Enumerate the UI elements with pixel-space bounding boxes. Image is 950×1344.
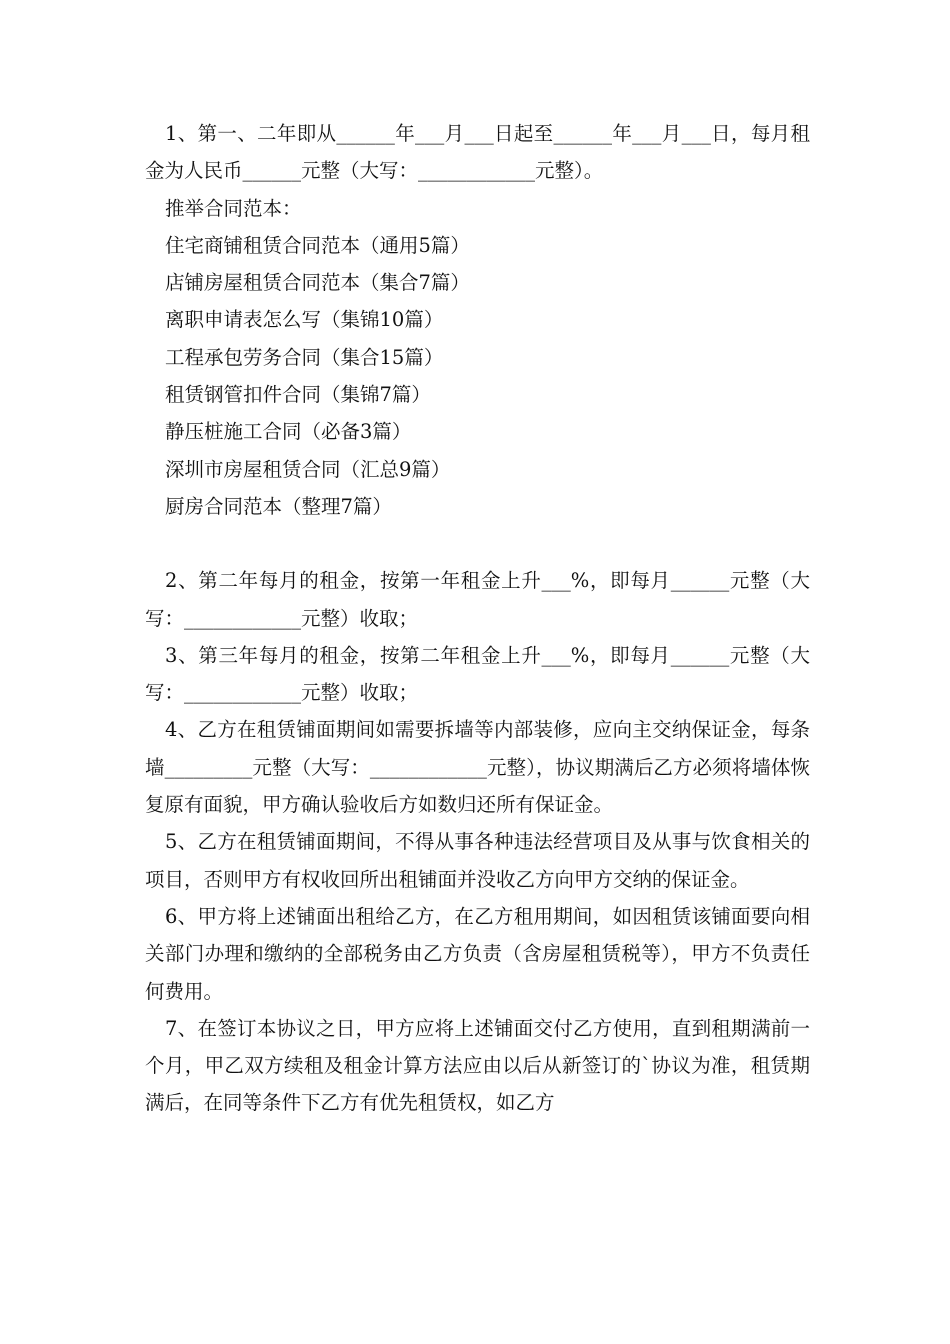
recommend-link[interactable]: 店铺房屋租赁合同范本（集合7篇） bbox=[165, 271, 470, 295]
clause-3-third-year-rent: 3、第三年每月的租金，按第二年租金上升___%，即每月______元整（大写：____________元整）收取； bbox=[145, 643, 810, 705]
clause-1-rent-term: 1、第一、二年即从______年___月___日起至______年___月___日，每月租金为人民币______元整（大写：____________元整）。 bbox=[145, 122, 810, 183]
recommend-link[interactable]: 离职申请表怎么写（集锦10篇） bbox=[165, 308, 444, 332]
recommend-link[interactable]: 住宅商铺租赁合同范本（通用5篇） bbox=[165, 233, 470, 257]
recommend-heading: 推举合同范本： bbox=[165, 196, 302, 220]
clause-4-renovation-deposit: 4、乙方在租赁铺面期间如需要拆墙等内部装修，应向主交纳保证金，每条墙_________元整（大写：____________元整），协议期满后乙方必须将墙体恢复原有面貌，甲方确认验收后方如数归还所有保证金。 bbox=[145, 718, 810, 817]
document-body bbox=[145, 115, 810, 1122]
recommend-link[interactable]: 深圳市房屋租赁合同（汇总9篇） bbox=[165, 457, 451, 481]
recommend-link[interactable]: 工程承包劳务合同（集合15篇） bbox=[165, 345, 444, 369]
clause-2-second-year-rent: 2、第二年每月的租金，按第一年租金上升___%，即每月______元整（大写：____________元整）收取； bbox=[145, 569, 810, 630]
clause-5-prohibited-business: 5、乙方在租赁铺面期间，不得从事各种违法经营项目及从事与饮食相关的项目，否则甲方有权收回所出租铺面并没收乙方向甲方交纳的保证金。 bbox=[145, 830, 810, 891]
clause-6-taxes: 6、甲方将上述铺面出租给乙方，在乙方租用期间，如因租赁该铺面要向相关部门办理和缴纳的全部税务由乙方负责（含房屋租赁税等），甲方不负责任何费用。 bbox=[145, 904, 810, 1003]
recommend-link[interactable]: 租赁钢管扣件合同（集锦7篇） bbox=[165, 383, 431, 407]
clause-7-handover-renewal: 7、在签订本协议之日，甲方应将上述铺面交付乙方使用，直到租期满前一个月，甲乙双方续租及租金计算方法应由以后从新签订的`协议为准，租赁期满后，在同等条件下乙方有优先租赁权，如乙方 bbox=[145, 1016, 810, 1115]
recommend-link[interactable]: 厨房合同范本（整理7篇） bbox=[165, 494, 392, 518]
recommend-list bbox=[145, 227, 810, 525]
recommend-link[interactable]: 静压桩施工合同（必备3篇） bbox=[165, 420, 412, 444]
spacer bbox=[145, 525, 810, 562]
